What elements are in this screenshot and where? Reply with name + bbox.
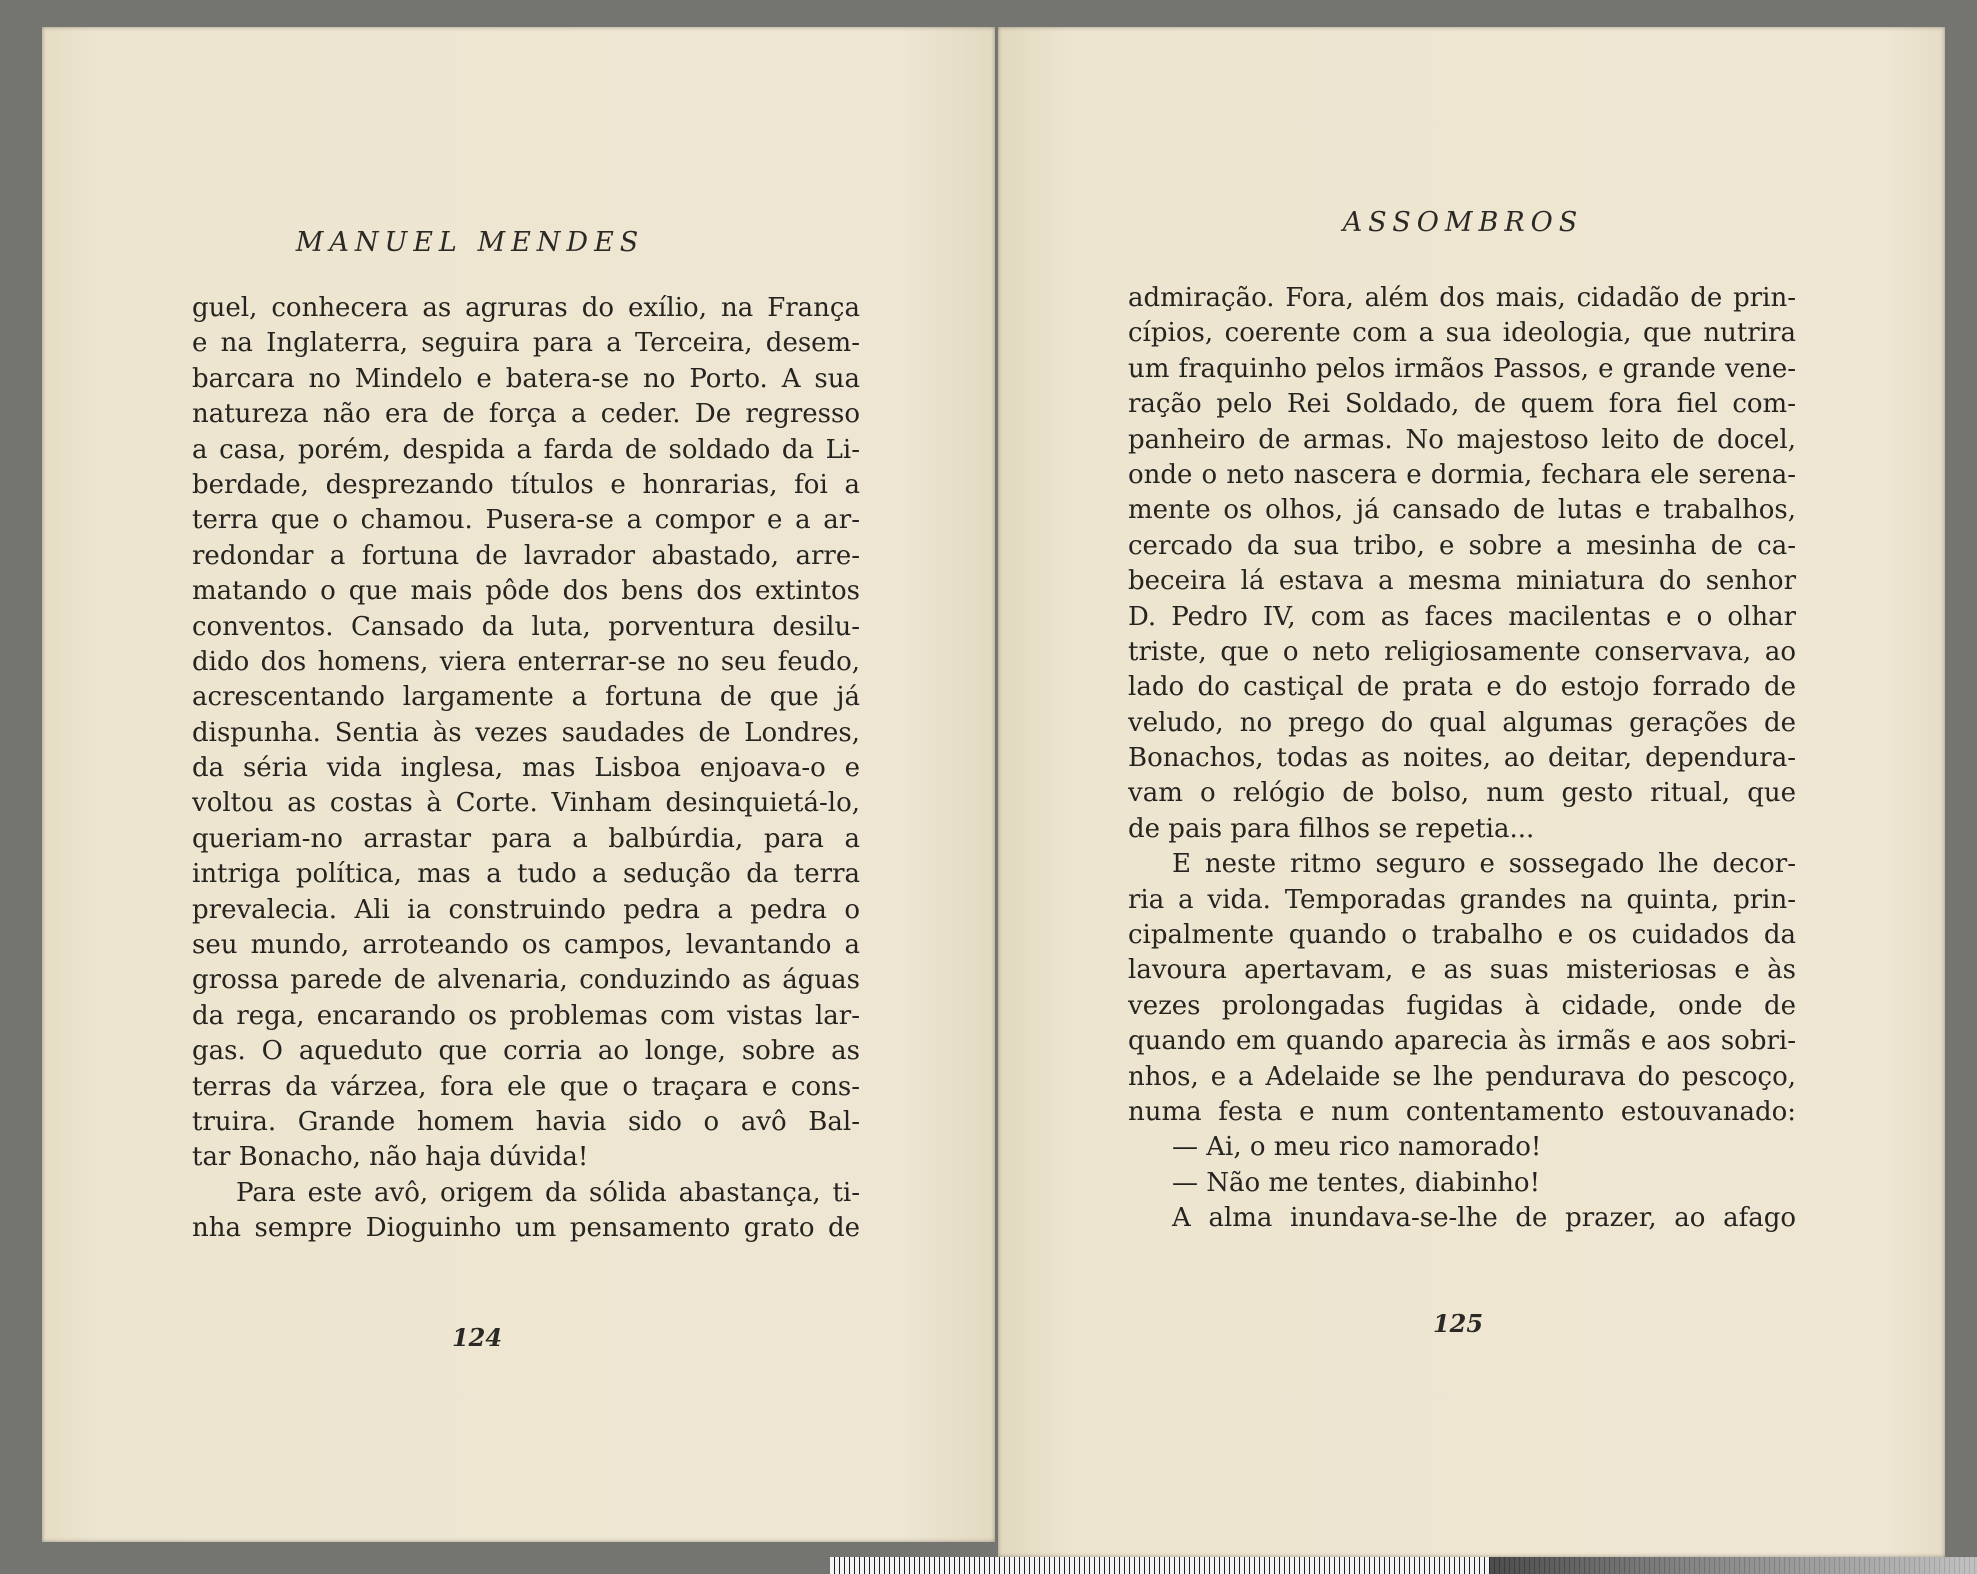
text-line: nha sempre Dioguinho um pensamento grato de: [192, 1213, 860, 1244]
text-line: cipalmente quando o trabalho e os cuidados da: [1128, 920, 1796, 951]
text-line: berdade, desprezando títulos e honrarias, foi a: [192, 469, 860, 500]
text-line: triste, que o neto religiosamente conservava, ao: [1128, 636, 1796, 667]
text-line: redondar a fortuna de lavrador abastado, arre-: [192, 540, 860, 571]
text-line: mente os olhos, já cansado de lutas e trabalhos,: [1128, 495, 1796, 526]
text-line: matando o que mais pôde dos bens dos extintos: [192, 576, 860, 607]
text-line: lado do castiçal de prata e do estojo forrado de: [1128, 672, 1796, 703]
text-line: vezes prolongadas fugidas à cidade, onde de: [1128, 990, 1796, 1021]
text-line: guel, conhecera as agruras do exílio, na França: [192, 293, 860, 323]
text-line: D. Pedro IV, com as faces macilentas e o olhar: [1128, 601, 1796, 632]
text-line: acrescentando largamente a fortuna de que já: [192, 682, 860, 713]
text-line: seu mundo, arroteando os campos, levantando a: [192, 930, 860, 961]
text-line: barcara no Mindelo e batera-se no Porto. A sua: [192, 363, 860, 394]
text-line: vam o relógio de bolso, num gesto ritual, que: [1128, 778, 1796, 809]
text-line: grossa parede de alvenaria, conduzindo as águas: [192, 965, 860, 996]
text-line: da rega, encarando os problemas com vistas lar-: [192, 1000, 860, 1031]
running-head-right: ASSOMBROS: [1342, 207, 1584, 238]
left-page: [42, 27, 995, 1542]
text-line: Bonachos, todas as noites, ao deitar, dependura-: [1128, 743, 1796, 774]
text-line: A alma inundava-se-lhe de prazer, ao afago: [1172, 1203, 1796, 1234]
text-line: terras da várzea, fora ele que o traçara e cons-: [192, 1071, 860, 1102]
text-line: — Ai, o meu rico namorado!: [1172, 1132, 1542, 1163]
text-line: quando em quando aparecia às irmãs e aos sobri-: [1128, 1026, 1796, 1057]
text-line: um fraquinho pelos irmãos Passos, e grande vene-: [1128, 353, 1796, 384]
text-line: truira. Grande homem havia sido o avô Bal-: [192, 1106, 860, 1137]
text-line: veludo, no prego do qual algumas gerações de: [1128, 707, 1796, 738]
grayscale-strip: [1490, 1557, 1977, 1574]
text-line: beceira lá estava a mesma miniatura do senhor: [1128, 566, 1796, 597]
text-line: e na Inglaterra, seguira para a Terceira, desem-: [192, 328, 860, 359]
text-line: lavoura apertavam, e as suas misteriosas e às: [1128, 955, 1796, 986]
running-head-left: MANUEL MENDES: [295, 227, 645, 258]
text-line: ração pelo Rei Soldado, de quem fora fiel com-: [1128, 389, 1796, 420]
text-line: numa festa e num contentamento estouvanado:: [1128, 1096, 1796, 1127]
text-line: nhos, e a Adelaide se lhe pendurava do pescoço,: [1128, 1061, 1796, 1092]
text-line: de pais para filhos se repetia...: [1128, 813, 1535, 844]
text-line: gas. O aqueduto que corria ao longe, sobre as: [192, 1036, 860, 1067]
text-line: queriam-no arrastar para a balbúrdia, para a: [192, 823, 860, 854]
text-line: ria a vida. Temporadas grandes na quinta, prin-: [1128, 884, 1796, 915]
text-line: da séria vida inglesa, mas Lisboa enjoava-o e: [192, 753, 860, 784]
text-line: voltou as costas à Corte. Vinham desinquietá-lo,: [192, 788, 860, 819]
text-line: onde o neto nascera e dormia, fechara ele serena-: [1128, 459, 1796, 490]
text-line: cípios, coerente com a sua ideologia, que nutrira: [1128, 318, 1796, 349]
text-line: conventos. Cansado da luta, porventura desilu-: [192, 611, 860, 642]
text-line: E neste ritmo seguro e sossegado lhe decor-: [1172, 849, 1796, 880]
text-line: Para este avô, origem da sólida abastança, ti-: [236, 1177, 860, 1208]
right-page: [998, 27, 1945, 1557]
text-line: intriga política, mas a tudo a sedução da terra: [192, 859, 860, 890]
text-line: prevalecia. Ali ia construindo pedra a pedra o: [192, 894, 860, 925]
text-line: — Não me tentes, diabinho!: [1172, 1167, 1541, 1198]
text-line: a casa, porém, despida a farda de soldado da Li-: [192, 434, 860, 465]
text-line: panheiro de armas. No majestoso leito de docel,: [1128, 424, 1796, 455]
page-number-left: 124: [451, 1323, 503, 1352]
text-line: terra que o chamou. Pusera-se a compor e a ar-: [192, 505, 860, 536]
text-line: dispunha. Sentia às vezes saudades de Londres,: [192, 717, 860, 748]
right-page-text: [1128, 281, 1796, 1237]
text-line: natureza não era de força a ceder. De regresso: [192, 399, 860, 430]
page-number-right: 125: [1432, 1309, 1484, 1338]
text-line: admiração. Fora, além dos mais, cidadão de prin-: [1128, 283, 1796, 313]
text-line: tar Bonacho, não haja dúvida!: [192, 1142, 589, 1173]
left-page-text: [192, 291, 860, 1247]
text-line: dido dos homens, viera enterrar-se no seu feudo,: [192, 646, 860, 677]
text-line: cercado da sua tribo, e sobre a mesinha de ca-: [1128, 530, 1796, 561]
